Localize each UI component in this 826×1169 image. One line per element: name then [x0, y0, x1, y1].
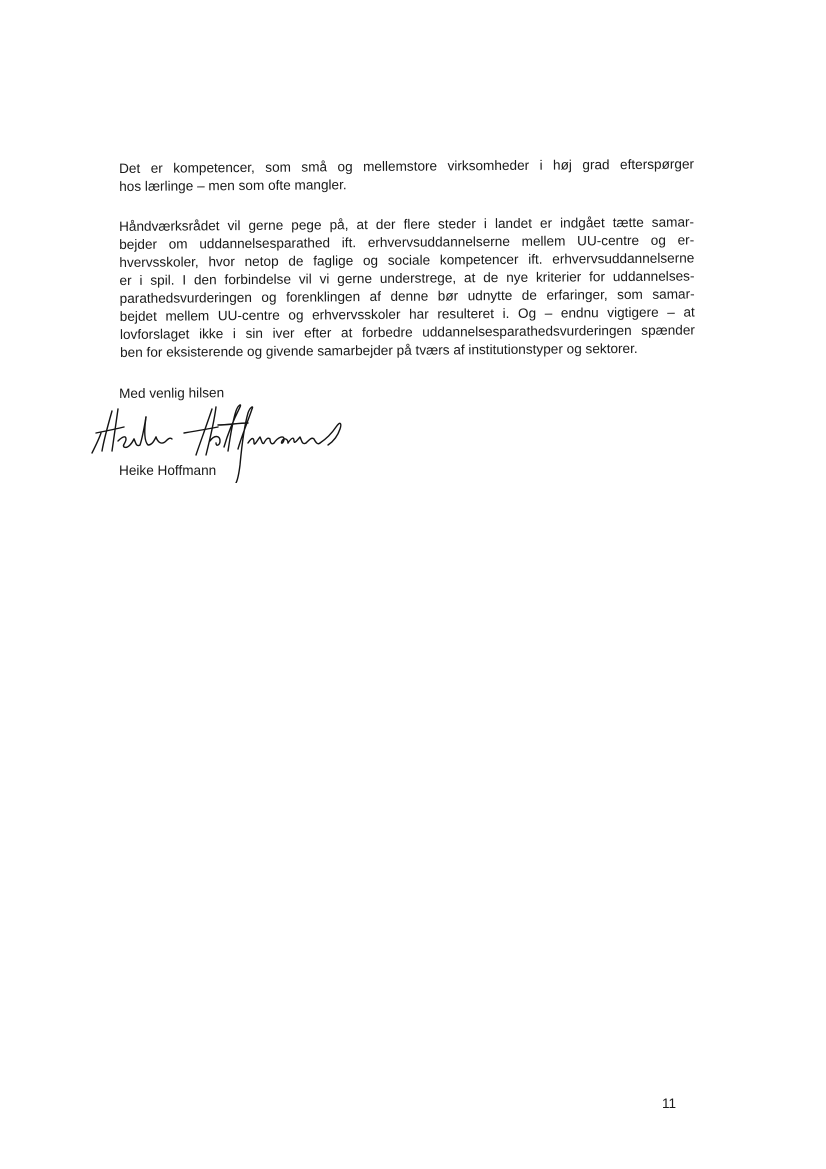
paragraph-line: er i spil. I den forbindelse vil vi gerne understrege, at de nye kriterier for uddannelses- [119, 268, 695, 288]
paragraph-line: bejdet mellem UU-centre og erhvervsskoler har resulteret i. Og – endnu vigtigere – at [119, 304, 695, 324]
paragraph-line: lovforslaget ikke i sin iver efter at forbedre uddannelsesparathedsvurderingen spænder [119, 322, 695, 342]
paragraph-line: hos lærlinge – men som ofte mangler. [119, 177, 347, 194]
page-number: 11 [662, 1096, 677, 1111]
closing-salutation: Med venlig hilsen [119, 385, 225, 401]
paragraph-line: parathedsvurderingen og forenklingen af denne bør udnytte de erfaringer, som samar- [119, 286, 695, 306]
paragraph-line: ben for eksisterende og givende samarbejder på tværs af institutionstyper og sektorer. [119, 340, 638, 360]
paragraph-collaboration [119, 213, 695, 362]
paragraph-line: bejder om uddannelsesparathed ift. erhvervsuddannelserne mellem UU-centre og er- [119, 232, 695, 252]
paragraph-line: hvervsskoler, hvor netop de faglige og sociale kompetencer ift. erhvervsuddannelserne [119, 250, 695, 270]
paragraph-competences [119, 155, 694, 196]
paragraph-line: Det er kompetencer, som små og mellemstore virksomheder i høj grad efterspørger [119, 156, 695, 176]
signer-name: Heike Hoffmann [119, 463, 217, 478]
paragraph-line: Håndværksrådet vil gerne pege på, at der flere steder i landet er indgået tætte samar- [119, 214, 695, 234]
